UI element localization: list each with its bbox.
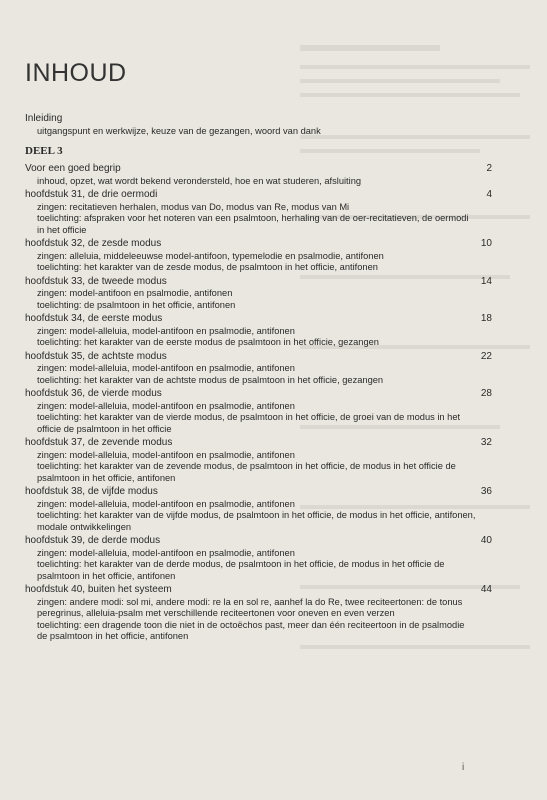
chapter-entry <box>25 189 495 236</box>
chapter-zingen: zingen: alleluia, middeleeuwse model-antifoon, typemelodie en psalmodie, antifonen <box>37 250 384 261</box>
chapter-toelichting: toelichting: afspraken voor het noteren van een psalmtoon, herhaling van de oer-recitatieven, de oermodi in het officie <box>37 213 469 235</box>
chapter-toelichting: toelichting: het karakter van de vierde modus, de psalmtoon in het officie, de groei van de modus in het officie de psalmtoon in het officie <box>37 412 461 434</box>
chapter-entry <box>25 238 495 274</box>
chapter-title: hoofdstuk 39, de derde modus <box>25 535 161 546</box>
intro-heading: Inleiding <box>25 113 63 124</box>
chapter-heading <box>25 584 495 597</box>
chapter-entry <box>25 388 495 435</box>
chapter-toelichting: toelichting: het karakter van de vijfde modus, de psalmtoon in het officie, de modus in het officie, antifonen, modale ontwikkelingen <box>37 510 476 532</box>
chapter-toelichting: toelichting: het karakter van de zevende modus, de psalmtoon in het officie, de modus in het officie de psalmtoon in het officie, antifonen <box>37 461 456 483</box>
begrip-title: Voor een goed begrip <box>25 163 121 174</box>
chapter-entry <box>25 276 495 312</box>
chapter-toelichting: toelichting: een dragende toon die niet in de octoëchos past, meer dan één reciteertoon in de psalmodie de psalmtoon in het officie, antifonen <box>37 619 465 641</box>
chapter-title: hoofdstuk 33, de tweede modus <box>25 275 167 287</box>
chapter-zingen: zingen: model-alleluia, model-antifoon en psalmodie, antifonen <box>37 449 295 460</box>
chapter-page-number: 40 <box>480 535 492 546</box>
chapter-entry <box>25 486 495 533</box>
chapter-title: hoofdstuk 35, de achtste modus <box>25 350 167 362</box>
chapter-toelichting: toelichting: het karakter van de achtste modus de psalmtoon in het officie, gezangen <box>37 374 384 385</box>
begrip-heading <box>25 163 495 176</box>
page-mark: i <box>462 762 465 773</box>
chapter-title: hoofdstuk 31, de drie oermodi <box>25 189 158 200</box>
chapter-entry <box>25 584 495 643</box>
chapter-title: hoofdstuk 34, de eerste modus <box>25 313 163 324</box>
table-of-contents <box>25 113 495 643</box>
chapter-zingen: zingen: model-alleluia, model-antifoon en psalmodie, antifonen <box>37 400 295 411</box>
chapter-page-number: 22 <box>480 350 492 362</box>
chapter-heading <box>25 535 495 548</box>
chapter-heading <box>25 437 495 450</box>
chapter-entry <box>25 313 495 349</box>
chapter-page-number: 44 <box>480 584 492 595</box>
chapter-toelichting: toelichting: de psalmtoon in het officie, antifonen <box>37 299 236 310</box>
chapter-heading <box>25 276 495 289</box>
intro-text: uitgangspunt en werkwijze, keuze van de gezangen, woord van dank <box>37 125 321 136</box>
begrip-page-number: 2 <box>486 163 492 174</box>
chapter-title: hoofdstuk 32, de zesde modus <box>25 238 162 249</box>
chapter-zingen: zingen: andere modi: sol mi, andere modi: re la en sol re, aanhef la do Re, twee reciteertonen: de tonus peregrinus, alleluia-psalm met verschillende reciteertonen voor oneven en even verzen <box>37 596 463 618</box>
chapter-zingen: zingen: model-alleluia, model-antifoon en psalmodie, antifonen <box>37 363 295 373</box>
begrip-text: inhoud, opzet, wat wordt bekend verondersteld, hoe en wat studeren, afsluiting <box>37 175 362 186</box>
chapter-title: hoofdstuk 40, buiten het systeem <box>25 584 172 595</box>
chapter-heading <box>25 351 495 364</box>
chapter-heading <box>25 238 495 251</box>
chapter-entry <box>25 351 495 387</box>
chapter-entry <box>25 437 495 484</box>
chapter-title: hoofdstuk 37, de zevende modus <box>25 437 173 448</box>
chapter-heading <box>25 189 495 202</box>
chapter-list <box>25 189 495 643</box>
chapter-title: hoofdstuk 36, de vierde modus <box>25 388 162 399</box>
chapter-heading <box>25 388 495 401</box>
chapter-zingen: zingen: model-alleluia, model-antifoon en psalmodie, antifonen <box>37 325 295 336</box>
chapter-page-number: 28 <box>480 388 492 399</box>
chapter-toelichting: toelichting: het karakter van de eerste modus de psalmtoon in het officie, gezangen <box>37 337 379 347</box>
chapter-title: hoofdstuk 38, de vijfde modus <box>25 486 158 497</box>
chapter-toelichting: toelichting: het karakter van de derde modus, de psalmtoon in het officie, de modus in het officie de psalmtoon in het officie, antifonen <box>37 559 445 581</box>
chapter-zingen: zingen: model-antifoon en psalmodie, antifonen <box>37 288 233 298</box>
chapter-entry <box>25 535 495 582</box>
chapter-heading <box>25 313 495 326</box>
chapter-zingen: zingen: model-alleluia, model-antifoon en psalmodie, antifonen <box>37 498 295 509</box>
chapter-zingen: zingen: model-alleluia, model-antifoon en psalmodie, antifonen <box>37 547 295 558</box>
chapter-page-number: 14 <box>480 275 492 287</box>
part-heading: DEEL 3 <box>25 145 63 157</box>
page-title: INHOUD <box>25 58 127 87</box>
chapter-zingen: zingen: recitatieven herhalen, modus van Do, modus van Re, modus van Mi <box>37 201 350 212</box>
chapter-page-number: 36 <box>480 486 492 497</box>
chapter-page-number: 10 <box>480 238 492 249</box>
chapter-page-number: 4 <box>486 189 492 200</box>
chapter-page-number: 32 <box>480 437 492 448</box>
chapter-page-number: 18 <box>480 313 492 324</box>
chapter-heading <box>25 486 495 499</box>
chapter-toelichting: toelichting: het karakter van de zesde modus, de psalmtoon in het officie, antifonen <box>37 262 378 272</box>
